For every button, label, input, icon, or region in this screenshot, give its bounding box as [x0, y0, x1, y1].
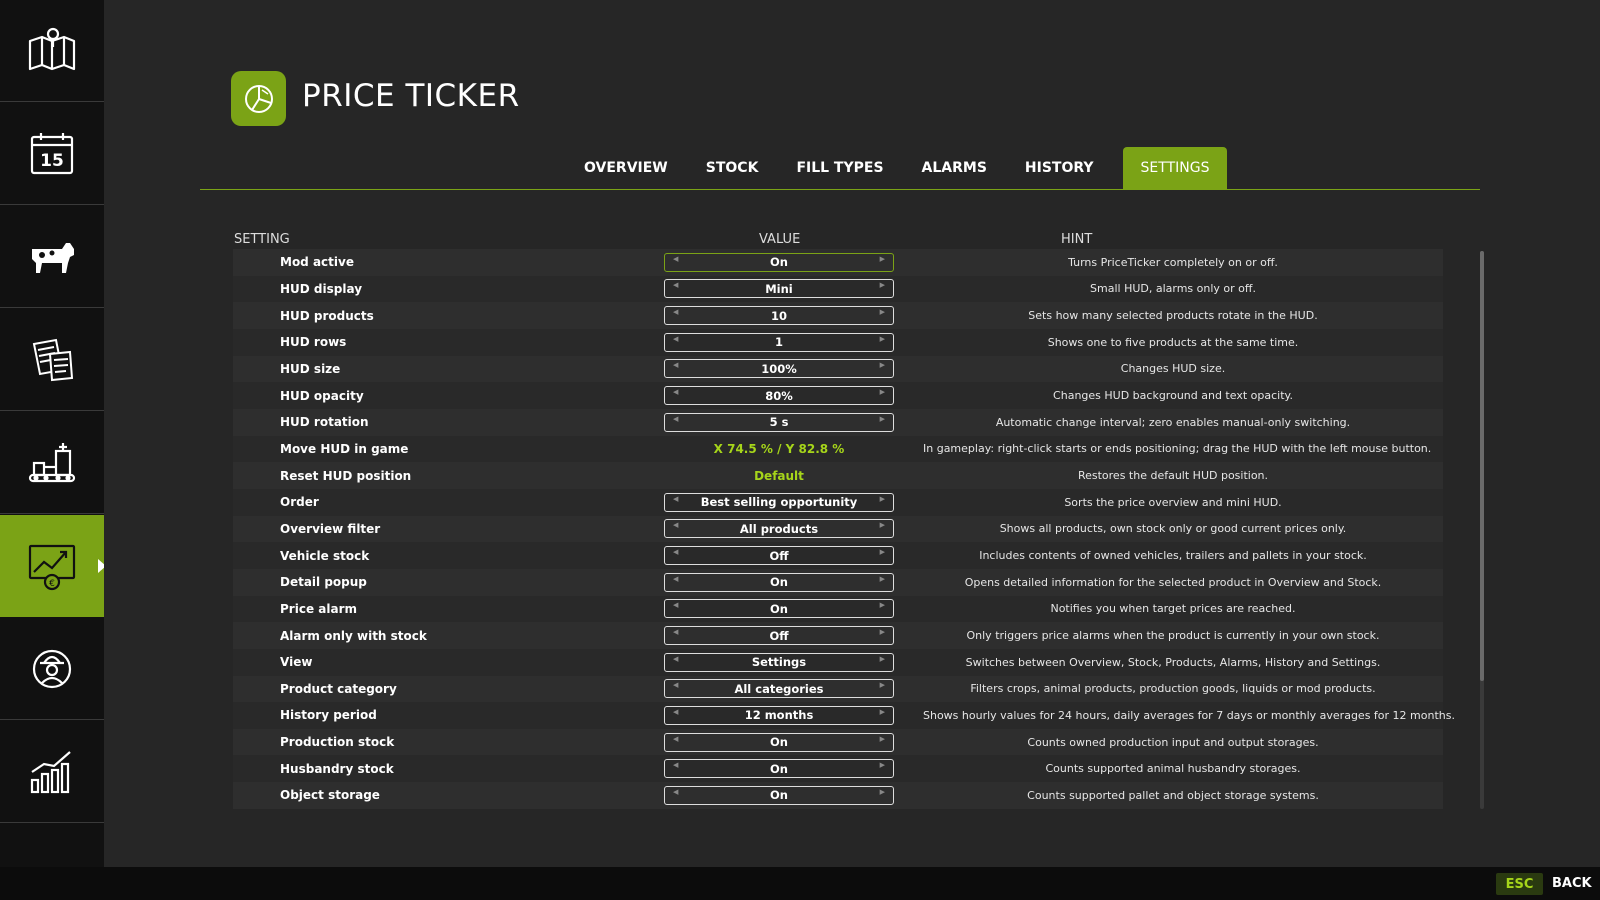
value-stepper[interactable]: [664, 626, 894, 645]
arrow-left-icon[interactable]: ◀: [673, 681, 679, 690]
settings-row[interactable]: [233, 276, 1443, 303]
setting-name: HUD size: [280, 361, 341, 376]
action-value[interactable]: Default: [754, 468, 804, 483]
setting-name: HUD products: [280, 308, 374, 323]
arrow-left-icon[interactable]: ◀: [673, 548, 679, 557]
arrow-left-icon[interactable]: ◀: [673, 761, 679, 770]
footer-bar: [0, 867, 1600, 900]
back-button[interactable]: BACK: [1552, 876, 1592, 891]
setting-name: HUD rotation: [280, 415, 369, 430]
setting-hint: In gameplay: right-click starts or ends positioning; drag the HUD with the left mouse button.: [923, 442, 1432, 456]
sidebar-item-calendar[interactable]: [0, 103, 104, 205]
arrow-right-icon[interactable]: ▶: [879, 628, 885, 637]
setting-hint: Turns PriceTicker completely on or off.: [1068, 255, 1278, 269]
arrow-left-icon[interactable]: ◀: [673, 254, 679, 263]
arrow-left-icon[interactable]: ◀: [673, 334, 679, 343]
stepper-value: On: [770, 575, 788, 590]
action-value[interactable]: X 74.5 % / Y 82.8 %: [713, 441, 845, 456]
setting-hint: Restores the default HUD position.: [1077, 469, 1269, 483]
settings-row[interactable]: [233, 409, 1443, 436]
setting-name: Overview filter: [280, 521, 381, 536]
setting-hint: Sorts the price overview and mini HUD.: [1064, 495, 1282, 509]
settings-row[interactable]: [233, 356, 1443, 383]
value-stepper[interactable]: [664, 306, 894, 325]
value-stepper[interactable]: [664, 573, 894, 592]
setting-hint: Filters crops, animal products, production goods, liquids or mod products.: [970, 682, 1376, 696]
column-header-hint: HINT: [1061, 232, 1093, 247]
value-stepper[interactable]: [664, 599, 894, 618]
setting-name: HUD opacity: [280, 388, 364, 403]
scrollbar-thumb[interactable]: [1480, 251, 1484, 681]
arrow-right-icon[interactable]: ▶: [879, 388, 885, 397]
arrow-right-icon[interactable]: ▶: [879, 787, 885, 796]
arrow-right-icon[interactable]: ▶: [879, 574, 885, 583]
value-stepper[interactable]: [664, 333, 894, 352]
settings-row[interactable]: [233, 542, 1443, 569]
tab-fill-types[interactable]: FILL TYPES: [796, 160, 884, 176]
arrow-right-icon[interactable]: ▶: [879, 707, 885, 716]
stepper-value: On: [770, 601, 788, 616]
value-stepper[interactable]: [664, 679, 894, 698]
setting-name: View: [280, 655, 313, 670]
arrow-left-icon[interactable]: ◀: [673, 787, 679, 796]
production-icon: [26, 437, 78, 489]
arrow-left-icon[interactable]: ◀: [673, 361, 679, 370]
price-chart-icon: [26, 540, 78, 592]
arrow-right-icon[interactable]: ▶: [879, 494, 885, 503]
arrow-right-icon[interactable]: ▶: [879, 414, 885, 423]
stepper-value: Off: [769, 628, 789, 643]
setting-hint: Only triggers price alarms when the product is currently in your own stock.: [966, 629, 1380, 643]
value-stepper[interactable]: [664, 733, 894, 752]
stepper-value: Settings: [751, 655, 807, 670]
tab-history[interactable]: HISTORY: [1024, 160, 1094, 176]
setting-hint: Notifies you when target prices are reached.: [1050, 602, 1296, 616]
cow-icon: [26, 231, 78, 283]
value-stepper[interactable]: [664, 546, 894, 565]
settings-row[interactable]: [233, 302, 1443, 329]
column-header-value: VALUE: [759, 232, 801, 247]
tab-settings[interactable]: SETTINGS: [1123, 147, 1228, 189]
tab-bar: [565, 147, 1227, 189]
stepper-value: 5 s: [769, 415, 789, 430]
value-stepper[interactable]: [664, 279, 894, 298]
stepper-value: All categories: [734, 681, 824, 696]
column-header-setting: SETTING: [234, 232, 290, 247]
sidebar-item-farmer[interactable]: [0, 618, 104, 720]
setting-name: Product category: [280, 681, 397, 696]
value-stepper[interactable]: [664, 359, 894, 378]
stepper-value: Off: [769, 548, 789, 563]
stepper-value: 12 months: [744, 708, 814, 723]
sidebar-item-contracts[interactable]: [0, 309, 104, 411]
esc-key[interactable]: ESC: [1496, 873, 1543, 895]
stepper-value: On: [770, 255, 788, 270]
arrow-left-icon[interactable]: ◀: [673, 521, 679, 530]
settings-row[interactable]: [233, 596, 1443, 623]
arrow-right-icon[interactable]: ▶: [879, 548, 885, 557]
tab-stock[interactable]: STOCK: [705, 160, 759, 176]
setting-name: Object storage: [280, 788, 380, 803]
settings-row[interactable]: [233, 676, 1443, 703]
setting-hint: Counts owned production input and output storages.: [1027, 735, 1319, 749]
setting-name: HUD display: [280, 281, 363, 296]
arrow-left-icon[interactable]: ◀: [673, 414, 679, 423]
arrow-right-icon[interactable]: ▶: [879, 308, 885, 317]
svg-text:€: €: [49, 579, 55, 589]
active-indicator: [98, 559, 104, 573]
stepper-value: Best selling opportunity: [700, 495, 858, 510]
page-title: PRICE TICKER: [302, 78, 520, 114]
arrow-right-icon[interactable]: ▶: [879, 521, 885, 530]
farmer-icon: [26, 643, 78, 695]
setting-name: Mod active: [280, 255, 354, 270]
setting-hint: Counts supported animal husbandry storages.: [1045, 762, 1301, 776]
arrow-left-icon[interactable]: ◀: [673, 388, 679, 397]
arrow-left-icon[interactable]: ◀: [673, 707, 679, 716]
setting-name: Order: [280, 495, 319, 510]
arrow-left-icon[interactable]: ◀: [673, 628, 679, 637]
sidebar-item-more[interactable]: [0, 824, 104, 867]
stepper-value: Mini: [765, 281, 793, 296]
setting-hint: Changes HUD background and text opacity.: [1053, 389, 1293, 403]
settings-row[interactable]: [233, 622, 1443, 649]
value-stepper[interactable]: [664, 706, 894, 725]
settings-row[interactable]: [233, 329, 1443, 356]
settings-row[interactable]: [233, 649, 1443, 676]
settings-row[interactable]: [233, 755, 1443, 782]
tab-divider: [200, 189, 1480, 190]
setting-name: Move HUD in game: [280, 441, 409, 456]
setting-name: Reset HUD position: [280, 468, 412, 483]
arrow-right-icon[interactable]: ▶: [879, 654, 885, 663]
setting-hint: Changes HUD size.: [1120, 362, 1226, 376]
arrow-left-icon[interactable]: ◀: [673, 654, 679, 663]
settings-row[interactable]: [233, 569, 1443, 596]
setting-hint: Counts supported pallet and object storage systems.: [1027, 788, 1319, 802]
setting-name: Detail popup: [280, 575, 367, 590]
value-stepper[interactable]: [664, 253, 894, 272]
setting-hint: Small HUD, alarms only or off.: [1090, 282, 1256, 296]
settings-row[interactable]: [233, 249, 1443, 276]
stepper-value: 1: [774, 335, 783, 350]
setting-name: Vehicle stock: [280, 548, 370, 563]
value-stepper[interactable]: [664, 786, 894, 805]
arrow-right-icon[interactable]: ▶: [879, 334, 885, 343]
settings-row[interactable]: [233, 489, 1443, 516]
sidebar-item-price-ticker[interactable]: [0, 515, 104, 617]
settings-row[interactable]: [233, 382, 1443, 409]
sidebar-item-map[interactable]: [0, 0, 104, 102]
stepper-value: On: [770, 788, 788, 803]
arrow-right-icon[interactable]: ▶: [879, 681, 885, 690]
arrow-left-icon[interactable]: ◀: [673, 734, 679, 743]
calendar-day: 15: [40, 150, 64, 171]
settings-row[interactable]: [233, 462, 1443, 489]
sidebar-item-statistics[interactable]: [0, 721, 104, 823]
setting-hint: Opens detailed information for the selected product in Overview and Stock.: [964, 575, 1382, 589]
tab-alarms[interactable]: ALARMS: [921, 160, 987, 176]
setting-hint: Sets how many selected products rotate in the HUD.: [1028, 309, 1318, 323]
map-icon: [26, 25, 78, 77]
settings-row[interactable]: [233, 782, 1443, 809]
arrow-left-icon[interactable]: ◀: [673, 308, 679, 317]
settings-list: [233, 249, 1455, 809]
settings-row[interactable]: [233, 729, 1443, 756]
setting-hint: Automatic change interval; zero enables manual-only switching.: [995, 415, 1351, 429]
arrow-right-icon[interactable]: ▶: [879, 601, 885, 610]
arrow-left-icon[interactable]: ◀: [673, 574, 679, 583]
stepper-value: On: [770, 735, 788, 750]
arrow-right-icon[interactable]: ▶: [879, 761, 885, 770]
setting-name: Alarm only with stock: [280, 628, 427, 643]
tab-overview[interactable]: OVERVIEW: [584, 160, 668, 176]
statistics-icon: [26, 746, 78, 798]
value-stepper[interactable]: [664, 413, 894, 432]
setting-hint: Shows one to five products at the same time.: [1047, 335, 1299, 349]
stepper-value: 100%: [761, 361, 797, 376]
setting-name: Price alarm: [280, 601, 357, 616]
setting-hint: Shows hourly values for 24 hours, daily averages for 7 days or monthly averages for 12 months.: [923, 708, 1455, 722]
arrow-left-icon[interactable]: ◀: [673, 281, 679, 290]
arrow-left-icon[interactable]: ◀: [673, 601, 679, 610]
stepper-value: All products: [739, 521, 819, 536]
setting-name: Husbandry stock: [280, 761, 394, 776]
pie-chart-icon: [242, 82, 276, 116]
scrollbar[interactable]: [1480, 251, 1484, 809]
sidebar-item-production[interactable]: [0, 412, 104, 514]
arrow-right-icon[interactable]: ▶: [879, 281, 885, 290]
sidebar: [0, 0, 104, 867]
settings-row[interactable]: [233, 436, 1443, 463]
app-logo: [231, 71, 286, 126]
setting-name: HUD rows: [280, 335, 347, 350]
arrow-right-icon[interactable]: ▶: [879, 361, 885, 370]
setting-name: Production stock: [280, 735, 395, 750]
setting-hint: Shows all products, own stock only or good current prices only.: [999, 522, 1347, 536]
arrow-right-icon[interactable]: ▶: [879, 734, 885, 743]
settings-row[interactable]: [233, 702, 1455, 729]
arrow-right-icon[interactable]: ▶: [879, 254, 885, 263]
settings-row[interactable]: [233, 516, 1443, 543]
arrow-left-icon[interactable]: ◀: [673, 494, 679, 503]
setting-name: History period: [280, 708, 377, 723]
value-stepper[interactable]: [664, 653, 894, 672]
stepper-value: On: [770, 761, 788, 776]
setting-hint: Switches between Overview, Stock, Products, Alarms, History and Settings.: [965, 655, 1381, 669]
stepper-value: 80%: [765, 388, 793, 403]
stepper-value: 10: [770, 308, 787, 323]
sidebar-item-animals[interactable]: [0, 206, 104, 308]
contracts-icon: [26, 334, 78, 386]
value-stepper[interactable]: [664, 519, 894, 538]
value-stepper[interactable]: [664, 759, 894, 778]
value-stepper[interactable]: [664, 493, 894, 512]
value-stepper[interactable]: [664, 386, 894, 405]
calendar-icon: [26, 128, 78, 180]
setting-hint: Includes contents of owned vehicles, trailers and pallets in your stock.: [979, 549, 1367, 563]
